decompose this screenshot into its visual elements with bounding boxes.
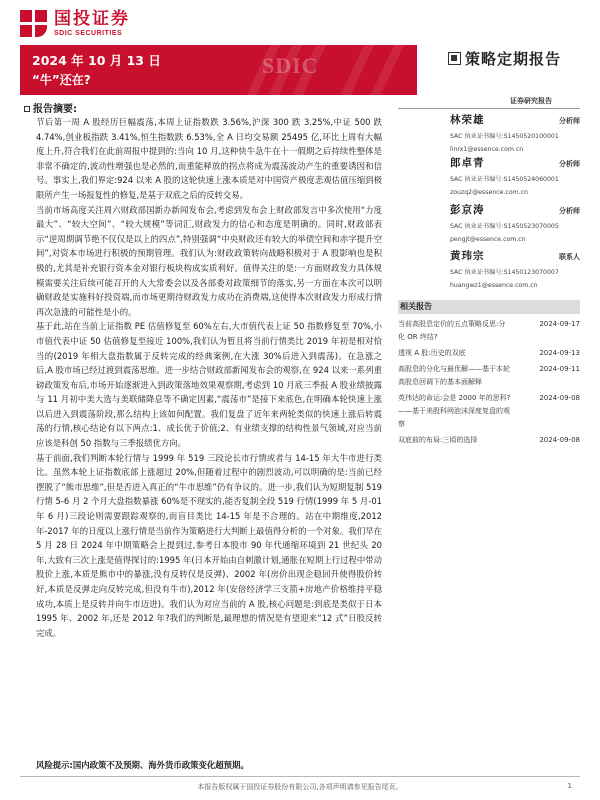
related-report-date: 2024-09-11 (539, 365, 580, 373)
dept-label: 证券研究报告 (510, 97, 552, 105)
related-report-item[interactable] (398, 318, 580, 344)
analyst-name: 彭京涛 (450, 204, 485, 216)
summary-paragraph: 节后第一周 A 股经历巨幅震荡,本周上证指数跌 3.56%,沪深 300 跌 3.25%,中证 500 跌 4.74%,创业板指跌 3.41%,恒生指数跌 6.53%,全 A 日均交易额 25495 亿,环比上周有大幅度上升,符合我们在此前周报中提到的:当向 10 月,这种快牛急牛在十一假期之后持续性整体是非常不确定的,波动性增强也是必然的,而重能释放的拐点将成为震荡波动产生的重要诱因和信号。事实上,我们界定:924 以来 A 股的这轮快速上涨本质是对中国资产极度悲观估值压缩到极限所产生一场报复性的修复,是基于双底之后的反转交易。 (36, 117, 382, 200)
related-report-date: 2024-09-13 (539, 349, 580, 357)
divider (398, 108, 580, 109)
analyst-name: 郎卓青 (450, 157, 485, 169)
report-title: “牛”还在? (32, 73, 91, 87)
related-report-title[interactable]: 透视 A 股:历史的双底 (398, 349, 466, 357)
analyst-card (450, 112, 580, 153)
report-type-icon (448, 52, 461, 65)
summary-paragraph: 基于前面,我们判断本轮行情与 1999 年 519 三段论长市行情或者与 14-15 年大牛市进行类比。虽然本轮上证指数底部上涨超过 20%,但随着过程中的剧烈波动,可以明确的是:当前已经摆脱了“熊市思维”,但是否进入真正的“牛市思维”仍有争议的。进一步,我们认为短期复制 519 行情 5-6 月 2 个月大盘指数暴涨 60%是不现实的,能否复制全段 519 行情(1999 年 5 月-01 年 6 月)三段论则需要跟踪观察的,而盲目类比 14-15 年是不合理的。站在中期维度,2012 年-2017 年的日度以上涨行情是当前作为策略进行大判断上最值得分析的一个对象。我们早在 5 月 28 日 2024 年中期策略会上提到过,参考日本股市 90 年代通缩环境到 21 世纪头 20 年,大致有三次上涨是值得探讨的:1995 年(日本开始由自刺激计划,通胀在短期上行过程中带动股价上涨,本质是熊市中的暴涨,没有反转仅是反弹)、2002 年(房价出现企稳回升使得股价转好,本质是反弹走向反转完成,但没有牛市),2012 年(安倍经济学三支箭+房地产价格维持平稳成功,本质上是反转并向牛市迈进)。我们认为对应当前的 A 股,核心问题是:到底是类似于日本 1995 年、2002 年,还是 2012 年?我们的判断是,最理想的情况是有望迎来“12 式”日股反转完成。 (36, 452, 382, 638)
summary-body (36, 115, 382, 640)
banner-watermark: SDIC (262, 53, 319, 78)
analyst-sac: SAC 执业证书编号:S1450520100001 (450, 133, 559, 140)
analyst-name: 林荣雄 (450, 114, 485, 126)
analyst-email[interactable]: zouzq2@essence.com.cn (450, 189, 528, 196)
related-report-title[interactable]: 双底前的布局:三頃的选择 (398, 436, 478, 444)
risk-warning: 风险提示:国内政策不及预期、海外货币政策变化超预期。 (36, 760, 249, 770)
analyst-role: 分析师 (559, 160, 580, 168)
related-reports-list (398, 318, 580, 447)
logo-mark-icon (20, 10, 48, 38)
related-report-title[interactable]: 高股息的分化与最优解——基于本轮高股息回调下的基本面解释 (398, 365, 510, 386)
analyst-sac: SAC 执业证书编号:S1450523070005 (450, 223, 559, 230)
logo-cn-text: 国投证券 (54, 9, 130, 29)
report-date: 2024 年 10 月 13 日 (32, 53, 161, 68)
analyst-email[interactable]: huangwz1@essence.com.cn (450, 282, 538, 289)
related-report-item[interactable] (398, 392, 580, 431)
summary-paragraph: 当前市场高度关注周六财政部国新办新闻发布会,考虑到发布会上财政部发言中多次使用“力度最大”、“较大空间”、“较大规模”等词汇,财政发力的信心和态度是明确的。同时,财政部表示“逆周期调节绝不仅仅是以上的四点”,特别强调“中央财政还有较大的举债空间和赤字提升空间”,对资本市场进行积极的预期管理。我们认为:财政政策转向战略积极对于 A 股影响也是积极的,尤其是补充银行资本金对银行板块构成实质利好。值得关注的是:一方面财政发力具体规模需要关注后续可能召开的人大常委会以及各部委对政策细节的落实,另一方面在本次可以明确财政是实施科好投资端,而市场更期待财政发力成功在消费端,这使得本次财政发力形成行情再次急涨的可能性是小的。 (36, 204, 382, 317)
analyst-sac: SAC 执业证书编号:S1450123070007 (450, 269, 559, 276)
related-report-date: 2024-09-08 (539, 394, 580, 402)
related-report-date: 2024-09-08 (539, 436, 580, 444)
report-type (448, 48, 561, 69)
company-logo (20, 8, 130, 40)
related-report-item[interactable] (398, 347, 580, 360)
analyst-card (450, 202, 580, 243)
analyst-role: 分析师 (559, 207, 580, 215)
footer-disclaimer: 本报告版权属于国投证券股份有限公司,各项声明请参见报告尾页。 (197, 783, 403, 791)
title-banner (20, 45, 417, 95)
summary-heading: 报告摘要: (24, 100, 77, 115)
analyst-card (450, 155, 580, 196)
summary-paragraph: 基于此,站在当前上证指数 PE 估值修复至 60%左右,大市值代表上证 50 指数修复至 70%,小市值代表中证 50 估值修复至接近 100%,我们认为暂且将当前行情类比 2019 年初是相对恰当的(2019 年相大盘指数属于反转完成的经典案例,在大涨 30%后进入到震荡)。在急涨之后,A 股市场已经过渡到震荡思维。进一步结合财政部新闻发布会的观察,在 924 以来一系列重磅政策发布后,市场开始逐渐进入到政策落地效果观察期,考虑到 10 月底三季报 A 股业绩披露与 11 月初中美大选与美联储降息等不确定因素,“震荡市”是接下来底色,在明确本轮快速上涨以后进入到震荡阶段,那么结构上该如何配置。我们复盘了近年来两轮类似的快速上涨后转震荡的行情,核心结论有以下两点:1、成长优于价值;2、有业绩支撑的结构性景气领域,对应当前应该是科创 50 指数与三季报绩优方向。 (36, 321, 382, 449)
analyst-email[interactable]: pengjt@essence.com.cn (450, 236, 526, 243)
logo-en-text: SDIC SECURITIES (54, 30, 123, 37)
report-type-text: 策略定期报告 (465, 50, 562, 68)
analyst-role: 联系人 (559, 253, 580, 261)
related-report-title[interactable]: 英伟达的命运:会是 2000 年的思科?——基于美股科网泡沫深度复盘的观察 (398, 394, 511, 428)
footer-divider (20, 776, 580, 777)
analyst-sac: SAC 执业证书编号:S1450524060001 (450, 176, 559, 183)
analyst-email[interactable]: linrx1@essence.com.cn (450, 146, 524, 153)
analyst-name: 黄玮宗 (450, 250, 485, 262)
related-report-date: 2024-09-17 (539, 320, 580, 328)
related-report-item[interactable] (398, 363, 580, 389)
square-bullet-icon (24, 106, 30, 112)
related-report-title[interactable]: 当前高股息定价的五点策略反思:分化 OR 终结? (398, 320, 506, 341)
analyst-card (450, 248, 580, 289)
page-number: 1 (567, 782, 572, 790)
related-report-item[interactable] (398, 434, 580, 447)
related-reports-heading: 相关报告 (398, 300, 580, 314)
analyst-role: 分析师 (559, 117, 580, 125)
